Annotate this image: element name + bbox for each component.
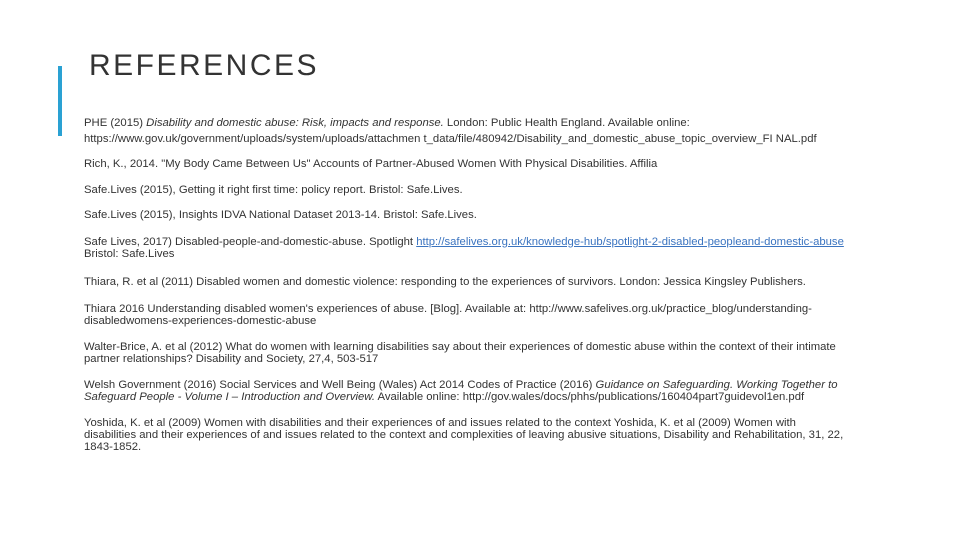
reference-safelives-idva: Safe.Lives (2015), Insights IDVA National Dataset 2013-14. Bristol: Safe.Lives. bbox=[84, 209, 477, 221]
reference-yoshida: Yoshida, K. et al (2009) Women with disabilities and their experiences of and issues related to the context Yoshida, K. et al (2009) Women with disabilities and their experiences of and issues related to the context and complexities of leaving abusive situations, Disability and Rehabilitation, 31, 22, 1843-1852. bbox=[84, 416, 844, 453]
reference-spotlight-text: Safe Lives, 2017) Disabled-people-and-domestic-abuse. Spotlight bbox=[84, 235, 417, 248]
reference-safelives-spotlight bbox=[84, 236, 844, 260]
reference-welsh-author: Welsh Government (2016) Social Services and Well Being (Wales) Act 2014 Codes of Practice (2016) bbox=[84, 378, 596, 391]
reference-phe bbox=[84, 116, 844, 147]
reference-thiara-2016: Thiara 2016 Understanding disabled women's experiences of abuse. [Blog]. Available at: http://www.safelives.org.uk/practice_blog/understanding-disabledwomens-experiences-domestic-abuse bbox=[84, 302, 812, 327]
reference-safelives-policy: Safe.Lives (2015), Getting it right first time: policy report. Bristol: Safe.Lives. bbox=[84, 183, 463, 196]
page-title: REFERENCES bbox=[89, 49, 320, 82]
reference-rich: Rich, K., 2014. "My Body Came Between Us" Accounts of Partner-Abused Women With Physical Disabilities. Affilia bbox=[84, 158, 658, 170]
reference-spotlight-source: Bristol: Safe.Lives bbox=[84, 247, 175, 260]
reference-phe-author: PHE (2015) bbox=[84, 117, 147, 129]
reference-walter-brice: Walter-Brice, A. et al (2012) What do women with learning disabilities say about their experiences of domestic abuse within the context of their intimate partner relationships? Disability and Society, 27,4, 503-517 bbox=[84, 340, 836, 365]
spotlight-link[interactable]: http://safelives.org.uk/knowledge-hub/spotlight-2-disabled-peopleand-domestic-abuse bbox=[416, 235, 844, 248]
reference-thiara-2011: Thiara, R. et al (2011) Disabled women and domestic violence: responding to the experiences of survivors. London: Jessica Kingsley Publishers. bbox=[84, 275, 806, 288]
reference-phe-source: London: Public Health England. Available online: https://www.gov.uk/government/uploads/system/uploads/attachmen t_data/file/480942/Disability_and_domestic_abuse_topic_overview_FI NAL.pdf bbox=[84, 117, 817, 145]
reference-welsh-government bbox=[84, 379, 844, 403]
reference-phe-title: Disability and domestic abuse: Risk, impacts and response. bbox=[146, 117, 444, 129]
reference-welsh-title: Guidance on Safeguarding. Working Together to Safeguard People - Volume I – Introduction and Overview. bbox=[84, 378, 838, 403]
reference-list bbox=[84, 116, 844, 453]
reference-welsh-source: Available online: http://gov.wales/docs/phhs/publications/160404part7guidevol1en.pdf bbox=[374, 390, 805, 403]
title-accent-bar bbox=[58, 66, 62, 136]
